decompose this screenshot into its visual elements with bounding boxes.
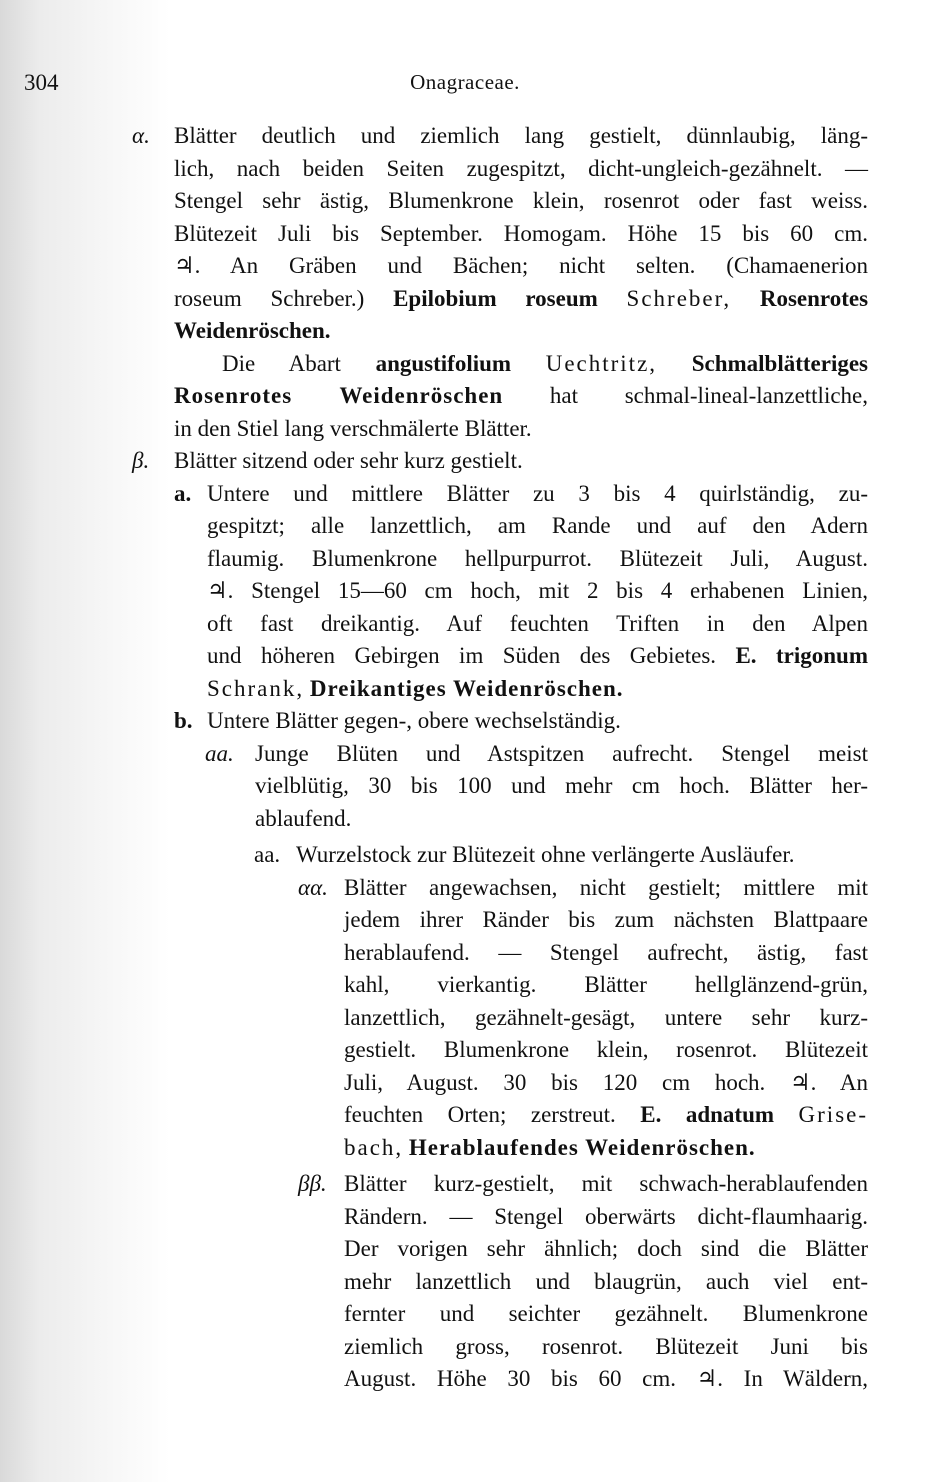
text-line: Junge Blüten und Astspitzen aufrecht. Stengel meist — [255, 740, 868, 766]
text-line: Blätter kurz-gestielt, mit schwach-herablaufenden — [344, 1171, 868, 1196]
text-line: Blätter angewachsen, nicht gestielt; mittlere mit — [344, 874, 868, 900]
common-name: Schmalblätteriges — [691, 350, 868, 376]
entry-aa-italic — [205, 738, 868, 836]
text-run: feuchten Orten; zerstreut. — [344, 1102, 641, 1127]
text-line: flaumig. Blumenkrone hellpurpurrot. Blütezeit Juli, August. — [207, 545, 868, 571]
marker-alphaalpha: αα. — [298, 874, 328, 900]
text-line: gespitzt; alle lanzettlich, am Rande und auf den Adern — [207, 513, 868, 538]
species-name: E. adnatum — [640, 1102, 775, 1127]
marker-aa-italic: aa. — [205, 740, 234, 766]
text-line — [207, 673, 868, 706]
author-name: bach, — [344, 1134, 404, 1160]
text-line: oft fast dreikantig. Auf feuchten Triften in den Alpen — [207, 610, 868, 636]
paragraph-abart — [174, 348, 868, 446]
text-line: Blütezeit Juli bis September. Homogam. Höhe 15 bis 60 cm. — [174, 220, 868, 246]
text-line: Wurzelstock zur Blütezeit ohne verlängerte Ausläufer. — [296, 842, 795, 867]
common-name: Rosenrotes Weidenröschen — [174, 383, 504, 408]
text-line: Der vorigen sehr ähnlich; doch sind die Blätter — [344, 1236, 868, 1261]
text-line — [207, 640, 868, 673]
text-line: gestielt. Blumenkrone klein, rosenrot. Blütezeit — [344, 1037, 868, 1062]
entry-beta — [132, 445, 868, 478]
text-line: in den Stiel lang verschmälerte Blätter. — [174, 415, 532, 441]
common-name: Rosenrotes — [759, 285, 869, 311]
text-line: lanzettlich, gezähnelt-gesägt, untere sehr kurz- — [344, 1004, 868, 1030]
marker-aa-upright: aa. — [254, 842, 281, 867]
text-line: ♃. Stengel 15—60 cm hoch, mit 2 bis 4 erhabenen Linien, — [207, 578, 868, 603]
entry-a — [174, 478, 868, 706]
species-name: E. trigonum — [735, 643, 868, 668]
text-run: hat schmal-lineal-lanzettliche, — [549, 383, 868, 408]
author-name: Grise- — [798, 1102, 869, 1127]
text-line — [344, 1099, 868, 1132]
text-line: kahl, vierkantig. Blätter hellglänzend-grün, — [344, 972, 868, 997]
text-line: mehr lanzettlich und blaugrün, auch viel ent- — [344, 1268, 868, 1294]
text-line: ♃. An Gräben und Bächen; nicht selten. (Chamaenerion — [174, 253, 868, 278]
text-line: Juli, August. 30 bis 120 cm hoch. ♃. An — [344, 1069, 868, 1095]
text-line: jedem ihrer Ränder bis zum nächsten Blattpaare — [344, 907, 868, 932]
text-line — [174, 348, 868, 381]
page-header — [0, 66, 930, 106]
entry-alpha — [132, 120, 869, 348]
text-line: Rändern. — Stengel oberwärts dicht-flaumhaarig. — [344, 1203, 868, 1229]
text-line: Untere und mittlere Blätter zu 3 bis 4 quirlständig, zu- — [207, 480, 868, 506]
text-line — [174, 380, 868, 413]
text-run: Die Abart — [222, 350, 376, 376]
entry-alphaalpha — [298, 872, 869, 1165]
species-name: Epilobium roseum — [393, 285, 598, 311]
marker-beta: β. — [132, 448, 150, 473]
marker-alpha: α. — [132, 123, 150, 148]
author-name: Schreber, — [626, 285, 732, 311]
text-line: lich, nach beiden Seiten zugespitzt, dicht-ungleich-gezähnelt. — — [174, 155, 868, 181]
text-line: Untere Blätter gegen-, obere wechselständig. — [207, 708, 621, 733]
entry-betabeta — [298, 1168, 868, 1396]
text-line — [174, 283, 868, 316]
text-line: fernter und seichter gezähnelt. Blumenkrone — [344, 1301, 868, 1326]
marker-b: b. — [174, 708, 193, 733]
entry-aa-upright — [254, 839, 868, 872]
text-line: herablaufend. — Stengel aufrecht, ästig, fast — [344, 939, 868, 965]
author-name: Uechtritz, — [545, 350, 658, 376]
text-line: Blätter sitzend oder sehr kurz gestielt. — [174, 448, 523, 473]
text-line: ziemlich gross, rosenrot. Blütezeit Juni bis — [344, 1333, 868, 1359]
text-line: Blätter deutlich und ziemlich lang gestielt, dünnlaubig, läng- — [174, 123, 868, 148]
common-name: Dreikantiges Weidenröschen. — [309, 675, 624, 701]
marker-a: a. — [174, 480, 192, 506]
text-run: roseum Schreber.) — [174, 285, 394, 311]
author-name: Schrank, — [207, 675, 305, 701]
common-name: Herablaufendes Weidenröschen. — [408, 1134, 756, 1160]
text-line: vielblütig, 30 bis 100 und mehr cm hoch. Blätter her- — [255, 773, 868, 798]
running-title: Onagraceae. — [410, 70, 520, 94]
text-run: und höheren Gebirgen im Süden des Gebietes. — [207, 643, 736, 668]
text-line — [344, 1132, 868, 1165]
variety-name: angustifolium — [375, 350, 512, 376]
common-name: Weidenröschen. — [174, 318, 331, 343]
text-line: ablaufend. — [255, 805, 352, 831]
page-body — [0, 120, 930, 1396]
entry-b — [174, 705, 868, 738]
text-line: Stengel sehr ästig, Blumenkrone klein, rosenrot oder fast weiss. — [174, 188, 868, 213]
marker-betabeta: ββ. — [298, 1171, 327, 1196]
page-number: 304 — [24, 70, 59, 95]
text-line: August. Höhe 30 bis 60 cm. ♃. In Wäldern, — [344, 1366, 868, 1391]
